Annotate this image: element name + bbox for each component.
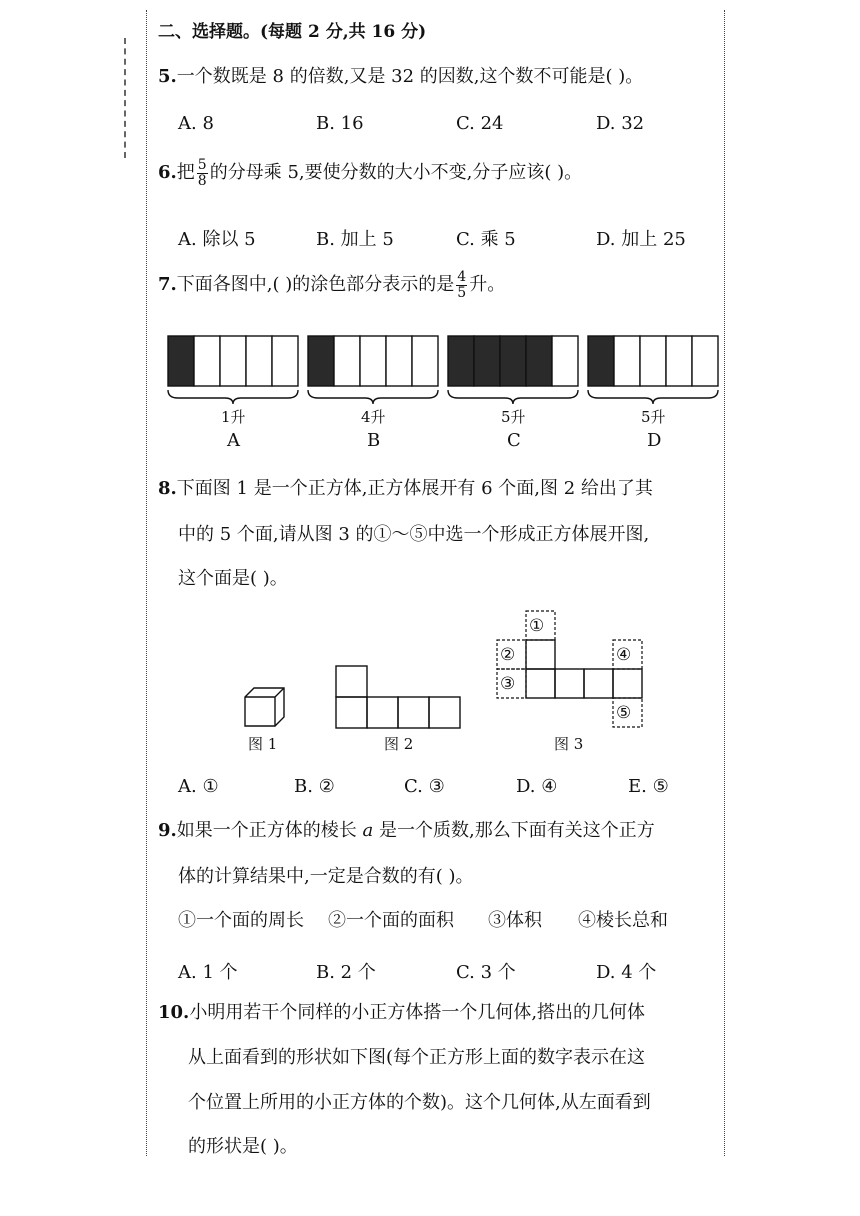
empty-cell (692, 336, 718, 386)
empty-cell (614, 336, 640, 386)
figure-quantity-label: 5升 (501, 408, 526, 426)
q9-option-a[interactable]: A. 1 个 (178, 962, 238, 983)
question-number: 7. (158, 274, 177, 296)
figure-letter-label[interactable]: D (647, 430, 662, 451)
mark-3: ③ (500, 674, 516, 694)
q5-option-a[interactable]: A. 8 (178, 113, 214, 134)
q8-option-d[interactable]: D. ④ (516, 776, 558, 797)
figure-letter-label[interactable]: C (507, 430, 521, 451)
fraction-denominator: 5 (457, 284, 467, 301)
question-number: 5. (158, 66, 177, 87)
empty-cell (194, 336, 220, 386)
empty-cell (220, 336, 246, 386)
question-number: 10. (158, 1002, 190, 1023)
question-10-line-4: 的形状是( )。 (188, 1136, 298, 1157)
question-text-post: 是一个质数,那么下面有关这个正方 (373, 820, 655, 841)
question-number: 6. (158, 162, 177, 184)
q8-option-a[interactable]: A. ① (178, 776, 219, 797)
question-number: 9. (158, 820, 177, 841)
question-text-pre: 如果一个正方体的棱长 (176, 820, 363, 841)
q7-figures (0, 0, 860, 460)
question-9-line-1 (158, 822, 655, 840)
figure-3-caption: 图 3 (554, 735, 584, 753)
empty-cell (334, 336, 360, 386)
q8-option-b[interactable]: B. ② (294, 776, 335, 797)
q5-option-b[interactable]: B. 16 (316, 113, 364, 134)
shaded-cell (448, 336, 474, 386)
q9-item-2: ②一个面的面积 (328, 910, 454, 931)
q6-option-b[interactable]: B. 加上 5 (316, 229, 394, 250)
question-10-line-1 (158, 1004, 645, 1022)
q9-item-3: ③体积 (488, 910, 542, 931)
question-number: 8. (158, 478, 177, 499)
empty-cell (360, 336, 386, 386)
figure-quantity-label: 4升 (361, 408, 386, 426)
fraction-numerator: 4 (457, 269, 467, 285)
shaded-cell (474, 336, 500, 386)
q6-option-d[interactable]: D. 加上 25 (596, 229, 686, 250)
q9-option-b[interactable]: B. 2 个 (316, 962, 376, 983)
q8-option-e[interactable]: E. ⑤ (628, 776, 669, 797)
question-text: 一个数既是 8 的倍数,又是 32 的因数,这个数不可能是( )。 (176, 66, 644, 87)
q5-option-d[interactable]: D. 32 (596, 113, 645, 134)
mark-2: ② (500, 645, 516, 665)
brace (448, 390, 578, 404)
q6-option-c[interactable]: C. 乘 5 (456, 229, 516, 250)
partial-net-figure (334, 664, 464, 730)
q6-option-a[interactable]: A. 除以 5 (178, 229, 256, 250)
question-10-line-3: 个位置上所用的小正方体的个数)。这个几何体,从左面看到 (188, 1092, 651, 1113)
q5-option-c[interactable]: C. 24 (456, 113, 504, 134)
empty-cell (246, 336, 272, 386)
variable-a: a (362, 820, 374, 841)
shaded-cell (588, 336, 614, 386)
shaded-cell (168, 336, 194, 386)
empty-cell (666, 336, 692, 386)
question-8-line-3: 这个面是( )。 (178, 568, 288, 589)
brace (168, 390, 298, 404)
brace (588, 390, 718, 404)
fraction-denominator: 8 (197, 172, 207, 189)
question-text-post: 升。 (469, 274, 506, 296)
q9-item-4: ④棱长总和 (578, 910, 668, 931)
brace (308, 390, 438, 404)
cube-figure (240, 686, 290, 730)
empty-cell (412, 336, 438, 386)
question-text: 下面图 1 是一个正方体,正方体展开有 6 个面,图 2 给出了其 (176, 478, 653, 499)
empty-cell (552, 336, 578, 386)
mark-1: ① (529, 616, 545, 636)
question-10-line-2: 从上面看到的形状如下图(每个正方形上面的数字表示在这 (188, 1047, 646, 1068)
shaded-cell (500, 336, 526, 386)
q9-option-d[interactable]: D. 4 个 (596, 962, 657, 983)
empty-cell (386, 336, 412, 386)
q9-item-1: ①一个面的周长 (178, 910, 304, 931)
q9-option-c[interactable]: C. 3 个 (456, 962, 516, 983)
mark-4: ④ (616, 645, 632, 665)
question-text-pre: 把 (176, 162, 195, 184)
question-text: 小明用若干个同样的小正方体搭一个几何体,搭出的几何体 (189, 1002, 646, 1023)
figure-2-caption: 图 2 (384, 735, 414, 753)
figure-letter-label[interactable]: B (367, 430, 381, 451)
question-9-line-2: 体的计算结果中,一定是合数的有( )。 (178, 866, 474, 887)
question-text-pre: 下面各图中,( )的涂色部分表示的是 (176, 274, 455, 296)
section-title: 二、选择题。(每题 2 分,共 16 分) (158, 22, 427, 42)
figure-quantity-label: 1升 (221, 408, 246, 426)
question-text-post: 的分母乘 5,要使分数的大小不变,分子应该( )。 (209, 162, 583, 184)
q8-option-c[interactable]: C. ③ (404, 776, 445, 797)
question-8-line-1 (158, 480, 653, 498)
figure-quantity-label: 5升 (641, 408, 666, 426)
mark-5: ⑤ (616, 703, 632, 723)
shaded-cell (526, 336, 552, 386)
question-8-line-2: 中的 5 个面,请从图 3 的①～⑤中选一个形成正方体展开图, (178, 524, 650, 545)
figure-letter-label[interactable]: A (227, 430, 240, 451)
empty-cell (272, 336, 298, 386)
fraction-numerator: 5 (197, 157, 207, 173)
empty-cell (640, 336, 666, 386)
shaded-cell (308, 336, 334, 386)
figure-1-caption: 图 1 (248, 735, 278, 753)
